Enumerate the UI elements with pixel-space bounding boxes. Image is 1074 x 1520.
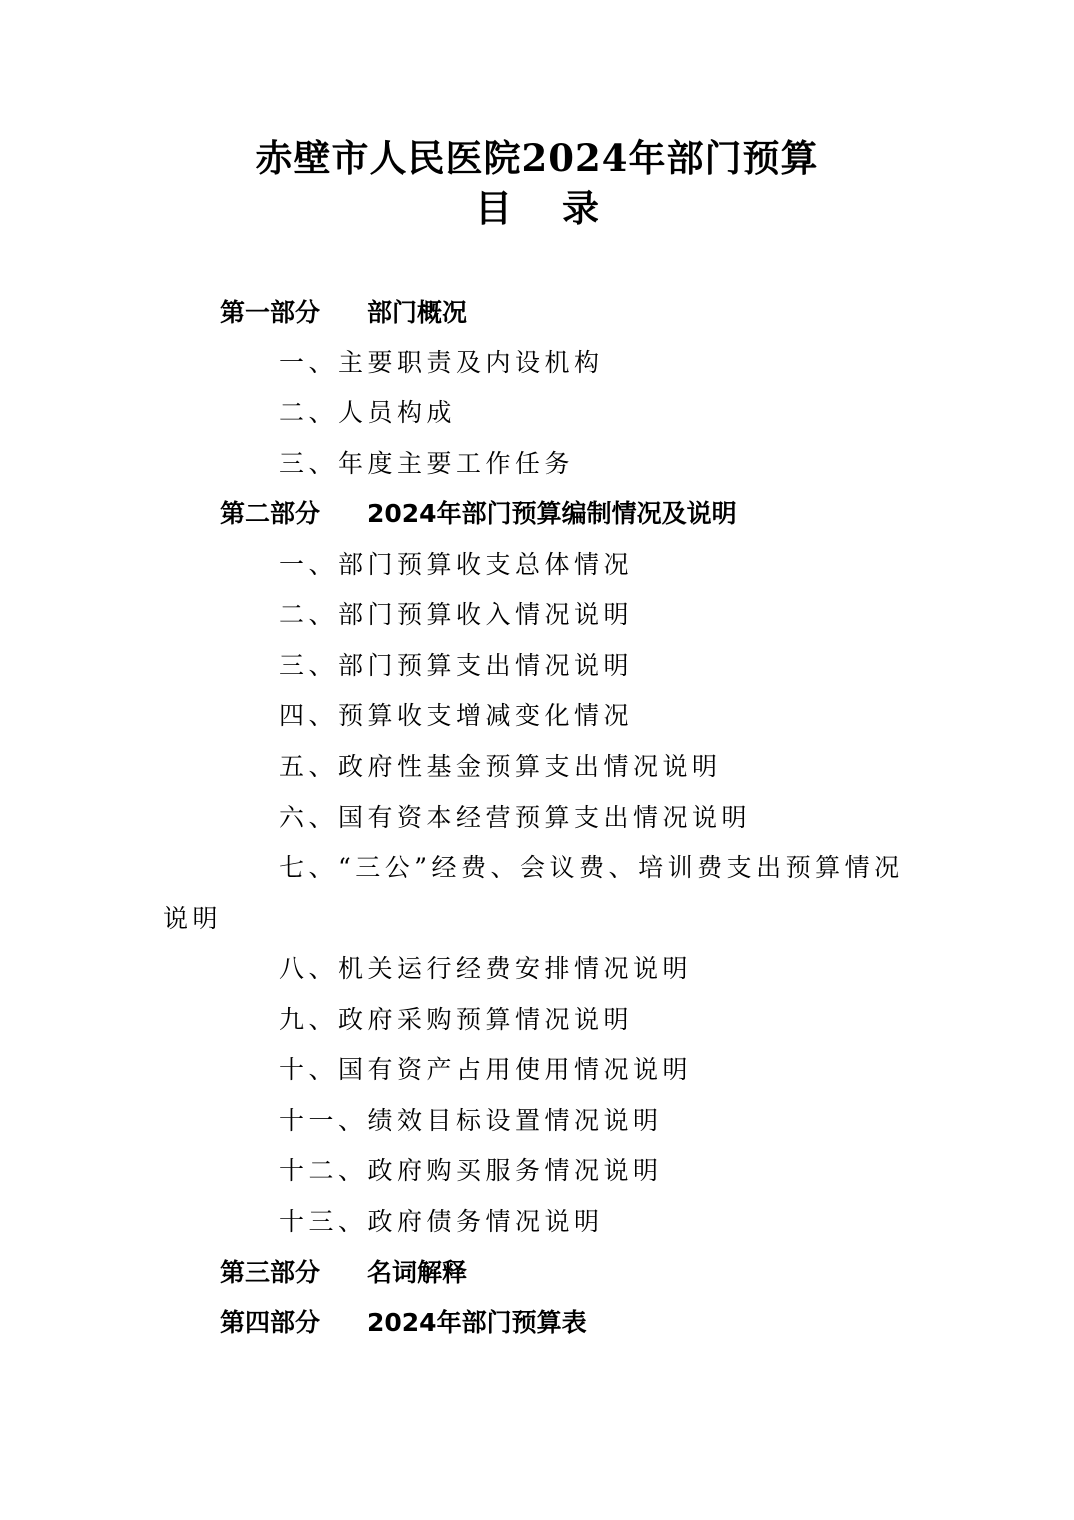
toc-item: 十三、政府债务情况说明 (279, 1207, 604, 1236)
part-title: 2024年部门预算表 (367, 1308, 587, 1337)
toc-item-continuation: 说明 (163, 904, 223, 933)
document-title: 赤壁市人民医院2024年部门预算 (255, 136, 819, 180)
toc-item: 二、人员构成 (279, 398, 457, 427)
toc-item: 八、机关运行经费安排情况说明 (279, 954, 693, 983)
toc-item: 三、部门预算支出情况说明 (279, 651, 634, 680)
part-number: 第一部分 (220, 298, 321, 327)
toc-part-3 (220, 1256, 467, 1290)
toc-item: 十一、绩效目标设置情况说明 (279, 1106, 663, 1135)
toc-heading: 目录 (475, 186, 649, 230)
part-title: 2024年部门预算编制情况及说明 (367, 499, 737, 528)
part-title: 部门概况 (367, 298, 468, 327)
toc-item: 九、政府采购预算情况说明 (279, 1005, 634, 1034)
toc-item: 一、部门预算收支总体情况 (279, 550, 634, 579)
toc-item: 六、国有资本经营预算支出情况说明 (279, 803, 752, 832)
toc-item: 七、“三公”经费、会议费、培训费支出预算情况 (279, 853, 904, 882)
part-number: 第二部分 (220, 499, 321, 528)
toc-item: 十二、政府购买服务情况说明 (279, 1156, 663, 1185)
part-number: 第三部分 (220, 1258, 321, 1287)
toc-part-2 (220, 497, 737, 531)
toc-item: 五、政府性基金预算支出情况说明 (279, 752, 722, 781)
toc-item: 一、主要职责及内设机构 (279, 348, 604, 377)
toc-item: 四、预算收支增减变化情况 (279, 701, 634, 730)
toc-item: 三、年度主要工作任务 (279, 449, 575, 478)
toc-item: 二、部门预算收入情况说明 (279, 600, 634, 629)
toc-part-1 (220, 296, 467, 330)
part-title: 名词解释 (367, 1258, 468, 1287)
toc-part-4 (220, 1306, 587, 1340)
toc-item: 十、国有资产占用使用情况说明 (279, 1055, 693, 1084)
part-number: 第四部分 (220, 1308, 321, 1337)
